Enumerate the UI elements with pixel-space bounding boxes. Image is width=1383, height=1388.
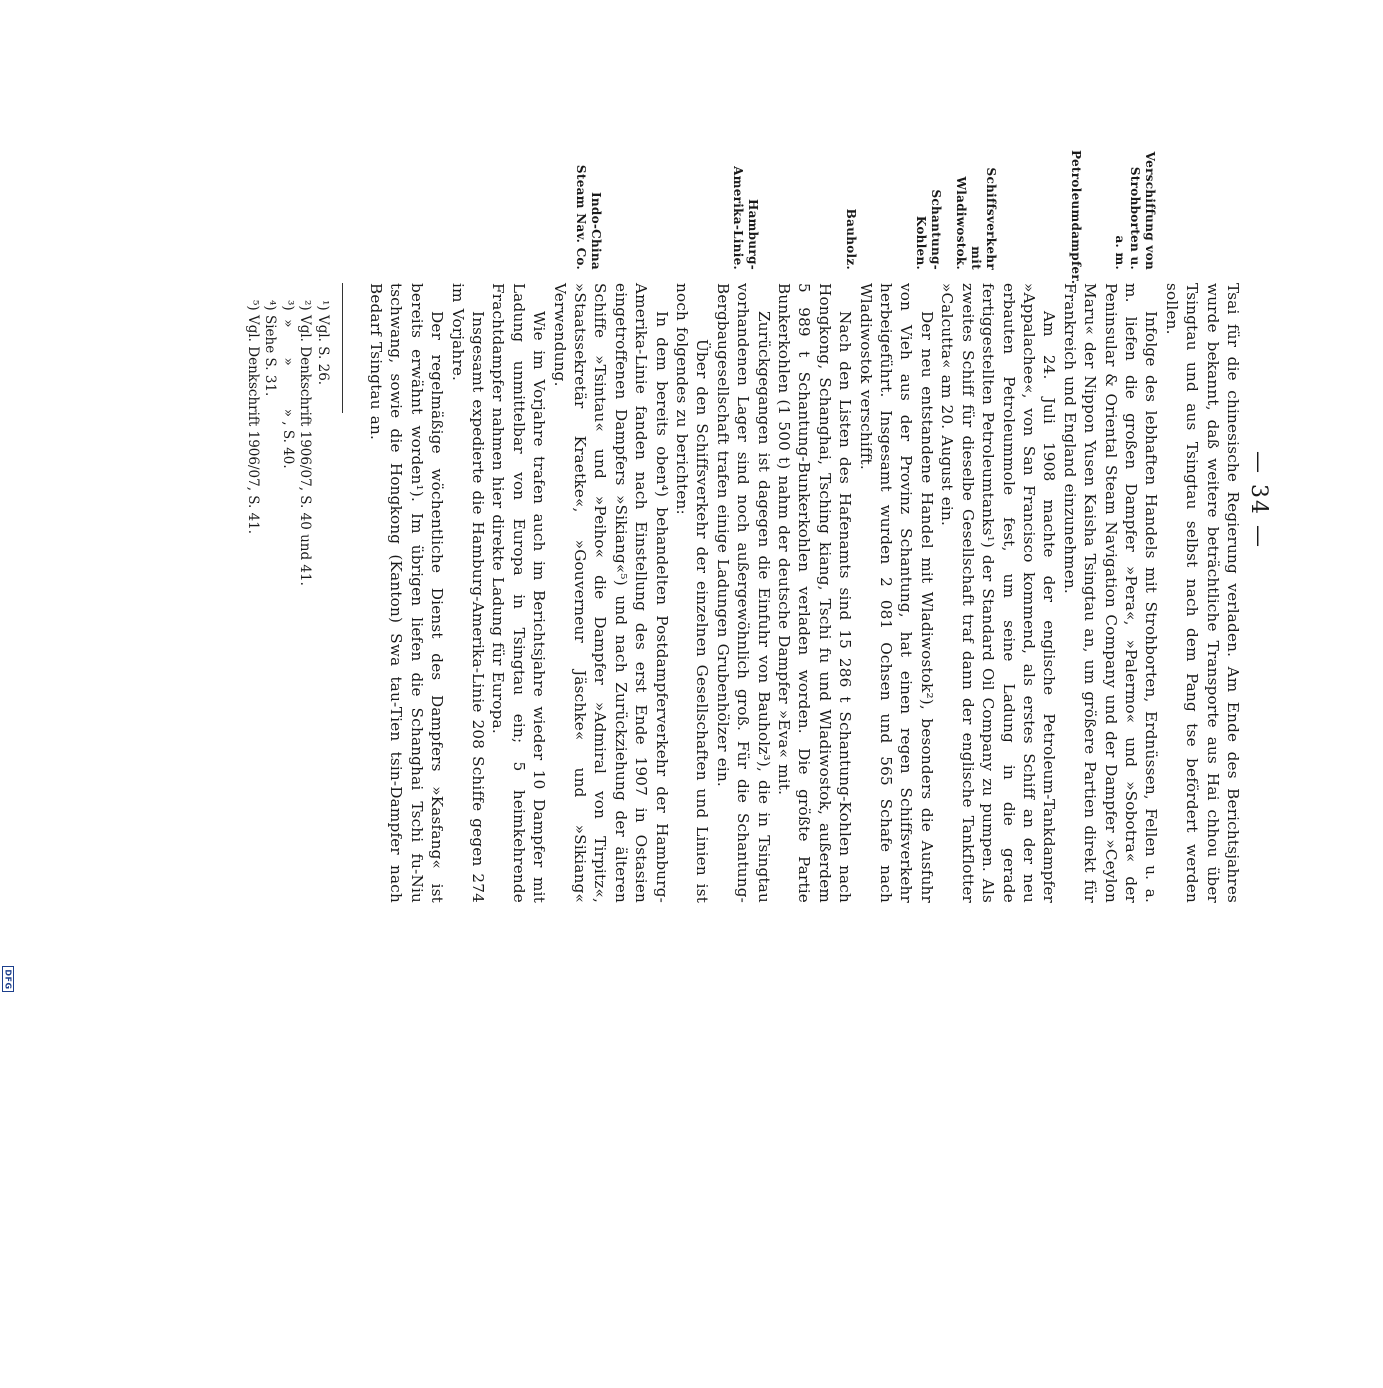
credit-text [0,998,2,1388]
footnote-3: ³) » » » , S. 40. [280,300,296,469]
paragraph-hamburg-amerika: In dem bereits oben⁴) behandelten Postdampferverkehr der Hamburg-Amerika-Linie fanden nach Einstellung des erst Ende 1907 in Ostasien eingetroffenen Dampfers »Sikiang«⁵) und nach Zurückziehung der älteren Schiffe »Tsintau« und »Peiho« die Dampfer »Admiral von Tirpitz«, »Staatssekretär Kraetke«, »Gouverneur Jäschke« und »Sikiang« Verwendung. [550,283,671,903]
paragraph-bauholz: Zurückgegangen ist dagegen die Einfuhr von Bauholz³), die in Tsingtau vorhandenen Lager sind noch außergewöhnlich groß. Für die Schantung-Bergbaugesellschaft trafen einige Ladungen Grubenhölzer ein. [713,283,773,903]
margin-note-strohborten: Verschiffung von Strohborten u. a. m. [1113,151,1157,270]
footnote-4: ⁴) Siehe S. 31. [262,300,279,397]
footnote-5: ⁵) Vgl. Denkschrift 1906/07, S. 41. [245,300,261,535]
margin-note-petroleumdampfer: Petroleumdampfer. [1069,150,1083,285]
paragraph-wladiwostok: Der neu entstandene Handel mit Wladiwostok²), besonders die Ausfuhr von Vieh aus der Provinz Schantung, hat einen regen Schiffsverkehr herbeigeführt. Insgesamt wurden 2 081 Ochsen und 565 Schafe nach Wladiwostok verschifft. [856,283,936,903]
paragraph-petroleum: Am 24. Juli 1908 machte der englische Petroleum-Tankdampfer »Appalachee«, von San Francisco kommend, als erstes Schiff an der neu erbauten Petroleummole fest, um seine Ladung in die gerade fertiggestellten Petroleumtanks¹) der Standard Oil Company zu pumpen. Als zweites Schiff für dieselbe Gesellschaft traf dann der englische Tankflotter »Calcutta« am 20. August ein. [938,283,1059,903]
page-number: — 34 — [1246,451,1271,549]
margin-notes-column [43,150,1243,285]
margin-note-hamburg-amerika-linie: Hamburg-Amerika-Linie. [731,166,760,270]
main-text [366,283,1243,903]
paragraph-vorjahre: Wie im Vorjahre trafen auch im Berichtsjahre wieder 10 Dampfer mit Ladung unmittelbar von Europa in Tsingtau ein; 5 heimkehrende Frachtdampfer nahmen hier direkte Ladung für Europa. [489,283,549,903]
footnote-2: ²) Vgl. Denkschrift 1906/07, S. 40 und 41. [297,300,314,586]
paragraph-strohborten: Infolge des lebhaften Handels mit Strohborten, Erdnüssen, Fellen u. a. m. liefen die großen Dampfer »Pera«, »Palermo« und »Sobotra« der Peninsular & Oriental Steam Navigation Company und der Dampfer »Ceylon Maru« der Nippon Yusen Kaisha Tsingtau an, um größere Partien direkt für Frankreich und England einzunehmen. [1060,283,1161,903]
footnotes [244,300,332,900]
paragraph-gesellschaften: Über den Schiffsverkehr der einzelnen Gesellschaften und Linien ist noch folgendes zu berichten: [673,283,712,903]
paragraph-tsai: Tsai für die chinesische Regierung verladen. Am Ende des Berichtsjahres wurde bekannt, daß weitere beträchtliche Transporte aus Hai chhou über Tsingtau und aus Tsingtau selbst nach dem Pang tse befördert werden sollen. [1162,283,1242,903]
margin-note-bauholz: Bauholz. [844,208,858,270]
dfg-logo-label: DFG [3,968,13,990]
paragraph-kohlen: Nach den Listen des Hafenamts sind 15 286 t Schantung-Kohlen nach Hongkong, Schanghai, Tsching kiang, Tschi fu und Wladiwostok, außerdem 5 989 t Schantung-Bunkerkohlen verladen worden. Die größte Partie Bunkerkohlen (1 500 t) nahm der deutsche Dampfer »Eva« mit. [775,283,855,903]
paragraph-indo-china: Der regelmäßige wöchentliche Dienst des Dampfers »Kasfang« ist bereits erwähnt worden¹). Im übrigen liefen die Schanghai Tschi fu-Niu tschwang, sowie die Hongkong (Kanton) Swa tau-Tien tsin-Dampfer nach Bedarf Tsingtau an. [366,283,447,903]
footnote-divider [342,283,343,413]
margin-note-indo-china: Indo-China Steam Nav. Co. [574,164,603,270]
footnote-1: ¹) Vgl. S. 26. [315,300,331,386]
margin-note-schantung-kohlen: Schantung-Kohlen. [914,189,943,270]
paragraph-insgesamt: Insgesamt expedierte die Hamburg-Amerika-Linie 208 Schiffe gegen 274 im Vorjahre. [448,283,487,903]
margin-note-wladiwostok: Schiffsverkehr mit Wladiwostok. [954,167,998,270]
